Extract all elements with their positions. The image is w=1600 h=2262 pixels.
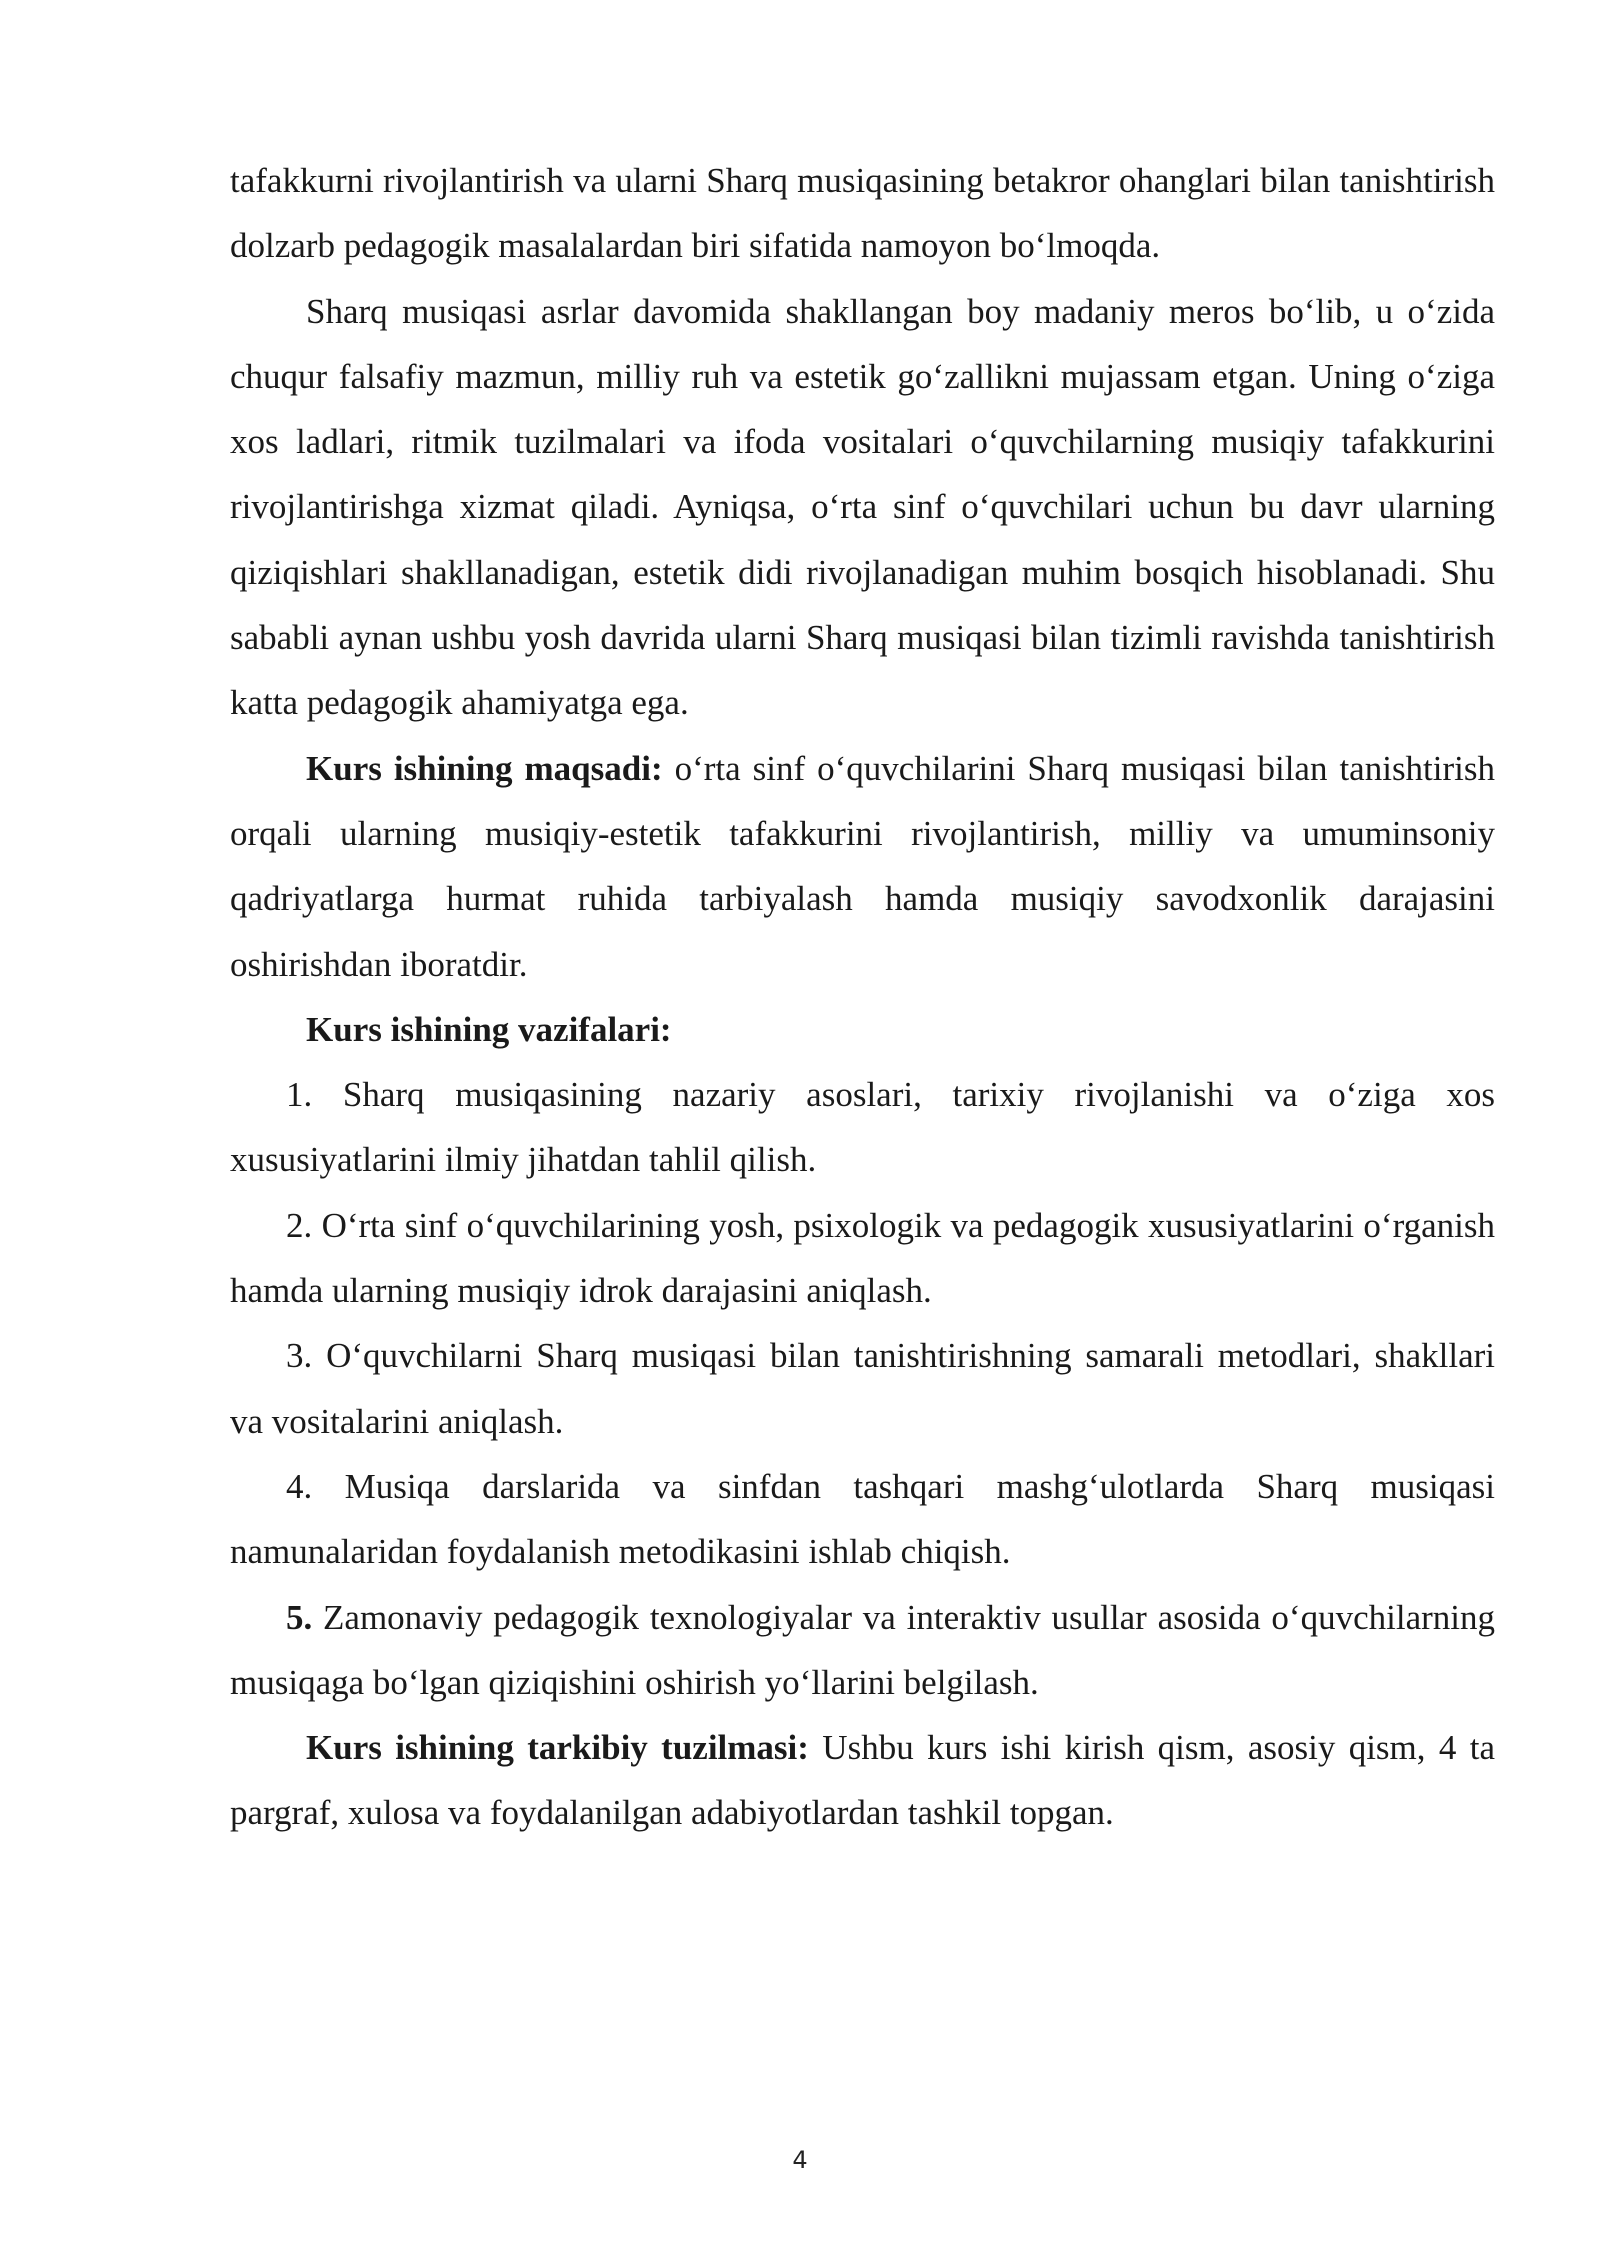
task-text: O‘rta sinf o‘quvchilarining yosh, psixologik va pedagogik xususiyatlarini o‘rganish hamda ularning musiqiy idrok darajasini aniqlash. — [230, 1205, 1495, 1311]
task-number: 2. — [286, 1205, 313, 1245]
page-number: 4 — [792, 2146, 808, 2174]
structure-label: Kurs ishining tarkibiy tuzilmasi: — [306, 1728, 809, 1768]
task-number: 4. — [286, 1466, 313, 1506]
paragraph-course-structure — [230, 1715, 1495, 1846]
task-number: 5. — [286, 1597, 313, 1637]
goal-text: o‘rta sinf o‘quvchilarini Sharq musiqasi bilan tanishtirish orqali ularning musiqiy-estetik tafakkurini rivojlantirish, milliy va umuminsoniy qadriyatlarga hurmat ruhida tarbiyalash hamda musiqiy savodxonlik darajasini oshirishdan iboratdir. — [230, 748, 1496, 984]
task-item — [230, 1062, 1495, 1193]
goal-label: Kurs ishining maqsadi: — [306, 748, 663, 788]
task-item — [230, 1193, 1495, 1324]
task-text: Musiqa darslarida va sinfdan tashqari mashg‘ulotlarda Sharq musiqasi namunalaridan foydalanish metodikasini ishlab chiqish. — [230, 1466, 1495, 1572]
task-text: Sharq musiqasining nazariy asoslari, tarixiy rivojlanishi va o‘ziga xos xususiyatlarini ilmiy jihatdan tahlil qilish. — [230, 1075, 1495, 1180]
task-number: 3. — [286, 1336, 313, 1376]
tasks-heading: Kurs ishining vazifalari: — [306, 1009, 672, 1049]
task-item — [230, 1585, 1495, 1716]
paragraph-continuation: tafakkurni rivojlantirish va ularni Sharq musiqasining betakror ohanglari bilan tanishtirish dolzarb pedagogik masalalardan biri sifatida namoyon bo‘lmoqda. — [230, 161, 1495, 266]
task-number: 1. — [286, 1075, 313, 1115]
task-text: O‘quvchilarni Sharq musiqasi bilan tanishtirishning samarali metodlari, shakllari va vositalarini aniqlash. — [230, 1336, 1495, 1441]
task-item — [230, 1454, 1495, 1585]
task-text: Zamonaviy pedagogik texnologiyalar va interaktiv usullar asosida o‘quvchilarning musiqaga bo‘lgan qiziqishini oshirish yo‘llarini belgilash. — [230, 1597, 1495, 1702]
task-item — [230, 1323, 1495, 1454]
paragraph-sharq-music-intro: Sharq musiqasi asrlar davomida shakllangan boy madaniy meros bo‘lib, u o‘zida chuqur falsafiy mazmun, milliy ruh va estetik go‘zallikni mujassam etgan. Uning o‘ziga xos ladlari, ritmik tuzilmalari va ifoda vositalari o‘quvchilarning musiqiy tafakkurini rivojlantirishga xizmat qiladi. Ayniqsa, o‘rta sinf o‘quvchilari uchun bu davr ularning qiziqishlari shakllanadigan, estetik didi rivojlanadigan muhim bosqich hisoblanadi. Shu sababli aynan ushbu yosh davrida ularni Sharq musiqasi bilan tizimli ravishda tanishtirish katta pedagogik ahamiyatga ega. — [230, 291, 1495, 723]
body-text — [230, 148, 1495, 1846]
paragraph-course-goal — [230, 736, 1495, 997]
structure-text: Ushbu kurs ishi kirish qism, asosiy qism, 4 ta pargraf, xulosa va foydalanilgan adabiyotlardan tashkil topgan. — [230, 1728, 1495, 1833]
